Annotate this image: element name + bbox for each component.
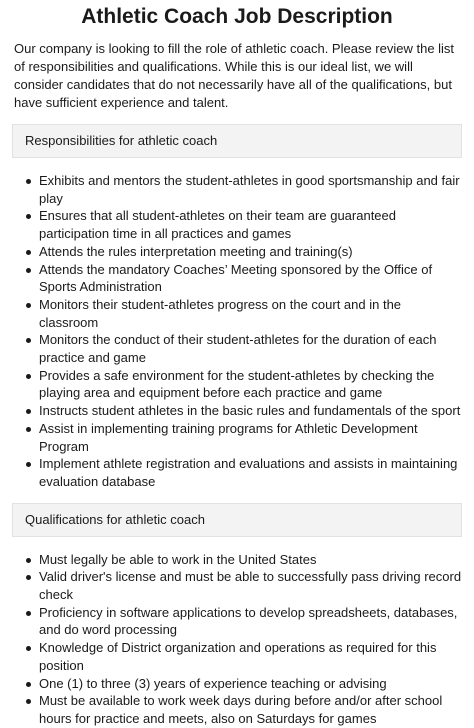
- list-item: Provides a safe environment for the student-athletes by checking the playing area and equipment before each practice and game: [39, 367, 462, 402]
- list-item: Must be available to work week days during before and/or after school hours for practice and meets, also on Saturdays for games: [39, 692, 462, 727]
- list-item: Attends the mandatory Coaches’ Meeting sponsored by the Office of Sports Administration: [39, 261, 462, 296]
- list-item: Knowledge of District organization and operations as required for this position: [39, 639, 462, 674]
- responsibilities-heading: Responsibilities for athletic coach: [12, 124, 462, 158]
- list-item: Monitors their student-athletes progress on the court and in the classroom: [39, 296, 462, 331]
- list-item: Must legally be able to work in the United States: [39, 551, 462, 569]
- intro-paragraph: Our company is looking to fill the role of athletic coach. Please review the list of responsibilities and qualifications. While this is our ideal list, we will consider candidates that do not necessarily have all of the qualifications, but have sufficient experience and talent.: [14, 41, 455, 110]
- list-item: Exhibits and mentors the student-athletes in good sportsmanship and fair play: [39, 172, 462, 207]
- list-item: Ensures that all student-athletes on their team are guaranteed participation time in all practices and games: [39, 207, 462, 242]
- page-title: Athletic Coach Job Description: [81, 5, 393, 28]
- list-item: Instructs student athletes in the basic rules and fundamentals of the sport: [39, 403, 461, 419]
- responsibilities-list: [12, 172, 462, 491]
- list-item: Valid driver's license and must be able to successfully pass driving record check: [39, 569, 462, 603]
- list-item: Attends the rules interpretation meeting and training(s): [39, 243, 462, 261]
- list-item: Assist in implementing training programs for Athletic Development Program: [39, 420, 462, 455]
- list-item: Monitors the conduct of their student-athletes for the duration of each practice and game: [39, 331, 462, 366]
- qualifications-list: [12, 551, 462, 728]
- qualifications-heading: Qualifications for athletic coach: [12, 503, 462, 537]
- list-item: Proficiency in software applications to develop spreadsheets, databases, and do word processing: [39, 604, 462, 639]
- list-item: Implement athlete registration and evaluations and assists in maintaining evaluation database: [39, 455, 462, 490]
- list-item: One (1) to three (3) years of experience teaching or advising: [39, 675, 462, 693]
